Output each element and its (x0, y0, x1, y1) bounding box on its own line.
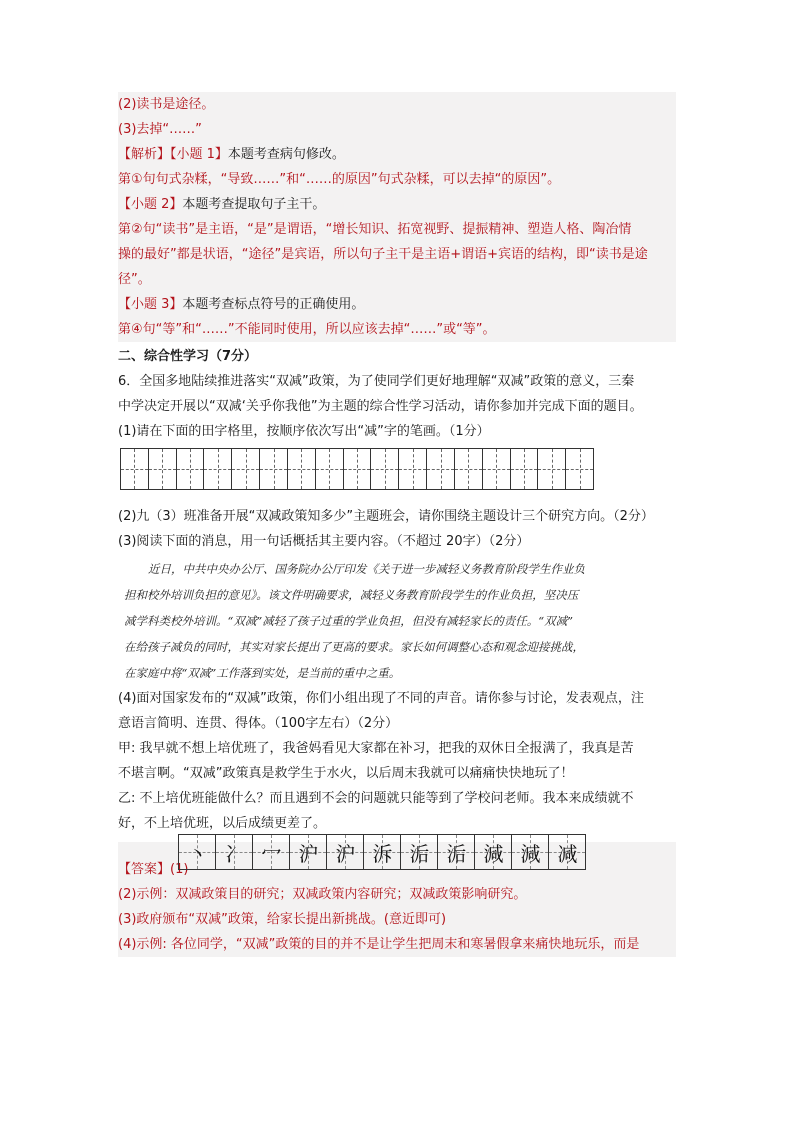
news-line: 减学科类校外培训。“双减”减轻了孩子过重的学业负担，但没有减轻家长的责任。“双减” (124, 614, 574, 628)
analysis-line (118, 192, 676, 217)
analysis-line (118, 292, 676, 317)
page-content (118, 92, 676, 957)
analysis-line: (3)去掉“……” (118, 122, 202, 137)
speaker-jia: 甲: 我早就不想上培优班了，我爸妈看见大家都在补习，把我的双休日全报满了，我真是苦 (118, 741, 634, 756)
answer-3: (3)政府颁布“双减”政策，给家长提出新挑战。(意近即可) (118, 912, 447, 927)
subquestion-4: 意语言简明、连贯、得体。（100字左右）（2分） (118, 716, 399, 731)
news-line: 近日，中共中央办公厅、国务院办公厅印发《关于进一步减轻义务教育阶段学生作业负 (148, 562, 585, 576)
stroke-cell (475, 835, 512, 869)
stroke-glyph: 丶 (187, 841, 208, 866)
stroke-glyph: 泝 (372, 841, 393, 866)
stroke-glyph: 減 (520, 841, 541, 866)
stroke-cell (179, 835, 216, 869)
tianzige-cell[interactable] (232, 449, 260, 489)
answer-2: (2)示例：双减政策目的研究；双减政策内容研究；双减政策影响研究。 (118, 887, 527, 902)
stroke-cell (512, 835, 549, 869)
stroke-glyph: 冖 (261, 841, 282, 866)
stroke-cell (438, 835, 475, 869)
analysis-line (118, 142, 676, 167)
stroke-cell (216, 835, 253, 869)
tianzige-cell[interactable] (371, 449, 399, 489)
analysis-text: 本题考查病句修改。 (227, 147, 345, 162)
answer-row-1 (118, 842, 676, 882)
tianzige-grid-wrap (120, 448, 676, 496)
question-intro: 中学决定开展以“双减‘关乎你我他”为主题的综合性学习活动，请你参加并完成下面的题目。 (118, 399, 643, 414)
answer-4: (4)示例: 各位同学，“双减”政策的目的并不是让学生把周末和寒暑假拿来痛快地玩乐，而是 (118, 937, 640, 952)
tianzige-cell[interactable] (566, 449, 593, 489)
stroke-glyph: 减 (557, 841, 578, 866)
analysis-line: (2)读书是途径。 (118, 97, 215, 112)
subquestion-3: (3)阅读下面的消息，用一句话概括其主要内容。（不超过 20字）（2分） (118, 534, 530, 549)
stroke-order-grid (178, 834, 586, 870)
subquestion-4: (4)面对国家发布的“双减”政策，你们小组出现了不同的声音。请你参与讨论，发表观点，注 (118, 691, 644, 706)
analysis-block (118, 92, 676, 342)
news-line: 在给孩子减负的同时，其实对家长提出了更高的要求。家长如何调整心态和观念迎接挑战， (124, 640, 584, 654)
tianzige-cell[interactable] (538, 449, 566, 489)
speaker-yi: 好，不上培优班，以后成绩更差了。 (118, 816, 327, 831)
tianzige-cell[interactable] (204, 449, 232, 489)
stroke-cell (401, 835, 438, 869)
stroke-glyph: 減 (483, 841, 504, 866)
tianzige-cell[interactable] (399, 449, 427, 489)
tianzige-cell[interactable] (455, 449, 483, 489)
answer-tag: 【答案】 (118, 862, 171, 877)
analysis-tag: 【小题 2】 (118, 197, 183, 212)
news-passage (118, 554, 676, 686)
section-heading: 二、综合性学习（7分） (118, 349, 258, 364)
stroke-cell (253, 835, 290, 869)
question-6 (118, 369, 676, 836)
analysis-text: 本题考查标点符号的正确使用。 (182, 297, 365, 312)
analysis-line: 第④句“等”和“……”不能同时使用，所以应该去掉“……”或“等”。 (118, 322, 496, 337)
analysis-tag: 【小题 3】 (118, 297, 183, 312)
analysis-tag: 【解析】【小题 1】 (118, 147, 228, 162)
stroke-glyph: 冫 (224, 841, 245, 866)
speaker-yi: 乙: 不上培优班能做什么？而且遇到不会的问题就只能等到了学校问老师。我本来成绩就不 (118, 791, 634, 806)
stroke-glyph: 沪 (335, 841, 356, 866)
stroke-glyph: 沪 (298, 841, 319, 866)
answer-label: (1) (170, 862, 189, 877)
stroke-cell (327, 835, 364, 869)
speaker-jia: 不堪言啊。“双减”政策真是救学生于水火，以后周末我就可以痛痛快快地玩了！ (118, 766, 574, 781)
stroke-glyph: 洉 (446, 841, 467, 866)
tianzige-cell[interactable] (344, 449, 372, 489)
tianzige-cell[interactable] (260, 449, 288, 489)
analysis-line: 第②句“读书”是主语，“是”是谓语，“增长知识、拓宽视野、提振精神、塑造人格、陶冶情 (118, 222, 632, 237)
tianzige-cell[interactable] (427, 449, 455, 489)
subquestion-2: (2)九（3）班准备开展“双减政策知多少”主题班会，请你围绕主题设计三个研究方向。（2分） (118, 509, 654, 524)
tianzige-cell[interactable] (177, 449, 205, 489)
stroke-glyph: 洉 (409, 841, 430, 866)
stroke-cell (549, 835, 585, 869)
tianzige-cell[interactable] (288, 449, 316, 489)
answer-block (118, 842, 676, 957)
stroke-cell (364, 835, 401, 869)
news-line: 在家庭中将“双减”工作落到实处，是当前的重中之重。 (124, 666, 401, 680)
tianzige-cell[interactable] (483, 449, 511, 489)
subquestion-1: (1)请在下面的田字格里，按顺序依次写出“减”字的笔画。（1分） (118, 424, 490, 439)
analysis-line: 第①句句式杂糅，“导致……”和“……的原因”句式杂糅，可以去掉“的原因”。 (118, 172, 561, 187)
analysis-line: 操的最好”都是状语，“途径”是宾语，所以句子主干是主语+谓语+宾语的结构，即“读书是途 (118, 247, 648, 262)
tianzige-cell[interactable] (121, 449, 149, 489)
tianzige-cell[interactable] (316, 449, 344, 489)
tianzige-cell[interactable] (511, 449, 539, 489)
analysis-line: 径”。 (118, 272, 151, 287)
analysis-text: 本题考查提取句子主干。 (182, 197, 326, 212)
news-line: 担和校外培训负担的意见》。该文件明确要求，减轻义务教育阶段学生的作业负担，坚决压 (124, 588, 579, 602)
question-intro: 6．全国多地陆续推进落实“双减”政策，为了使同学们更好地理解“双减”政策的意义，三秦 (118, 374, 635, 389)
tianzige-cell[interactable] (149, 449, 177, 489)
stroke-cell (290, 835, 327, 869)
tianzige-grid[interactable] (120, 448, 594, 490)
